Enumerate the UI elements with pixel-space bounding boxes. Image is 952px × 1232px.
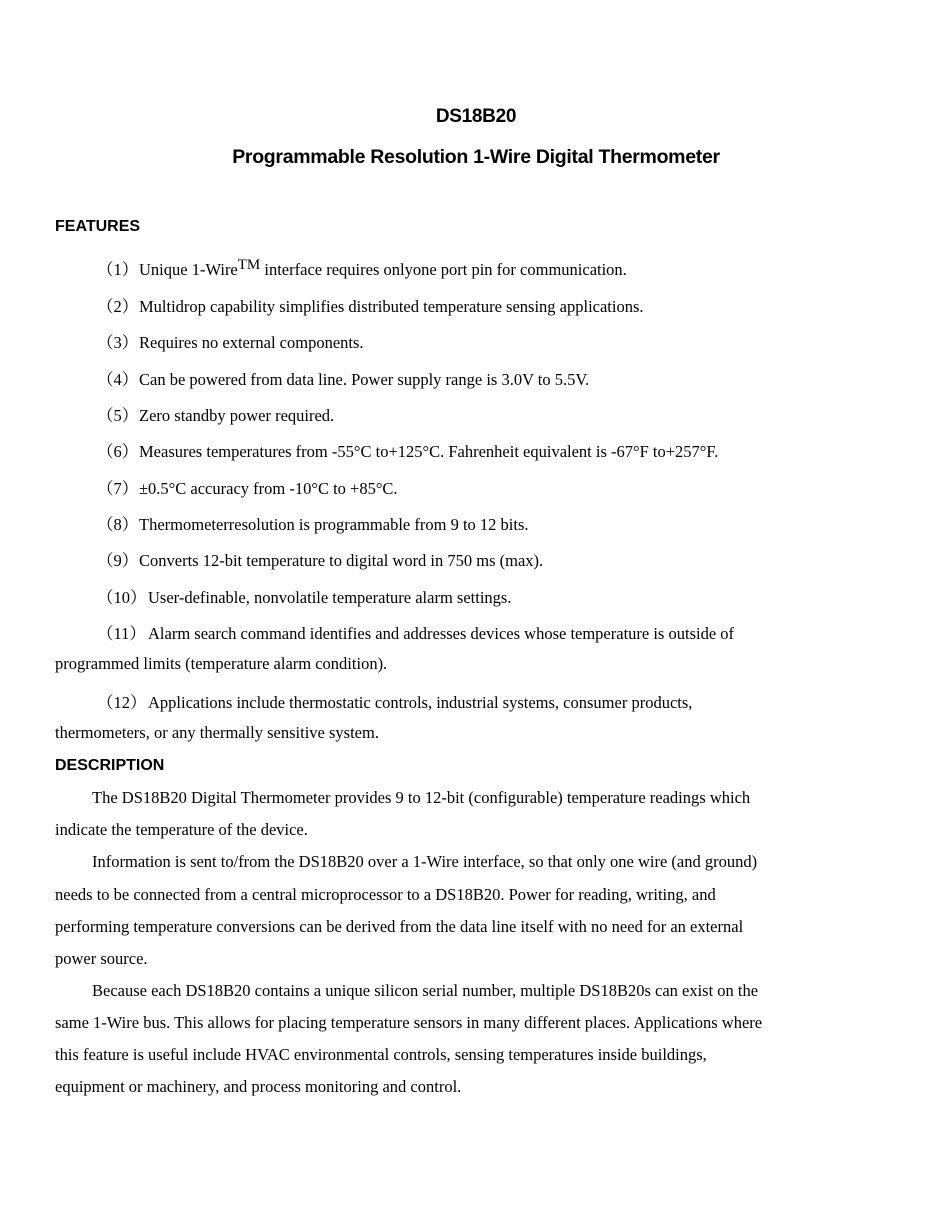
feature-number: （1） [97,260,139,279]
feature-continuation: thermometers, or any thermally sensitive system. [55,723,379,742]
feature-number: （5） [97,406,139,425]
feature-item [97,475,882,499]
description-line: indicate the temperature of the device. [55,820,308,839]
trademark-mark: TM [237,257,261,273]
part-number-title: DS18B20 [435,106,517,127]
feature-number: （3） [97,333,139,352]
description-line: needs to be connected from a central microprocessor to a DS18B20. Power for reading, writing, and [55,885,716,904]
feature-number: （8） [97,515,139,534]
feature-item [97,438,882,462]
feature-text: Can be powered from data line. Power supply range is 3.0V to 5.5V. [139,370,590,389]
description-line: performing temperature conversions can be derived from the data line itself with no need for an external [55,917,744,936]
description-line: Because each DS18B20 contains a unique silicon serial number, multiple DS18B20s can exist on the [92,981,759,1000]
description-line: Information is sent to/from the DS18B20 over a 1-Wire interface, so that only one wire (and ground) [92,852,758,871]
feature-item [97,402,882,426]
feature-item [97,584,882,608]
feature-number: （4） [97,370,139,389]
features-heading: FEATURES [55,218,141,235]
feature-item [97,293,882,317]
feature-item [97,366,882,390]
feature-text: Alarm search command identifies and addresses devices whose temperature is outside of [148,624,735,643]
feature-number: （12） [97,693,147,712]
feature-number: （9） [97,551,139,570]
description-line: same 1-Wire bus. This allows for placing temperature sensors in many different places. Applications where [55,1013,763,1032]
feature-number: （2） [97,297,139,316]
feature-text: Zero standby power required. [139,406,335,425]
feature-item [97,689,882,713]
feature-continuation: programmed limits (temperature alarm condition). [55,654,388,673]
feature-text: ±0.5°C accuracy from -10°C to +85°C. [139,479,398,498]
description-line: The DS18B20 Digital Thermometer provides 9 to 12-bit (configurable) temperature readings which [92,788,751,807]
feature-item [97,547,882,571]
feature-item [97,256,882,280]
feature-number: （6） [97,442,139,461]
description-heading: DESCRIPTION [55,757,165,774]
feature-text: Requires no external components. [139,333,364,352]
description-line: power source. [55,949,148,968]
feature-text: Unique 1-Wire [139,260,238,279]
document-subtitle: Programmable Resolution 1-Wire Digital Thermometer [232,146,720,168]
feature-text: interface requires onlyone port pin for communication. [260,260,627,279]
feature-text: Measures temperatures from -55°C to+125°C. Fahrenheit equivalent is -67°F to+257°F. [139,442,719,461]
feature-text: Applications include thermostatic controls, industrial systems, consumer products, [148,693,693,712]
feature-item [97,329,882,353]
feature-number: （10） [97,588,147,607]
feature-text: User-definable, nonvolatile temperature alarm settings. [148,588,512,607]
feature-item [97,511,882,535]
feature-text: Multidrop capability simplifies distributed temperature sensing applications. [139,297,644,316]
description-line: this feature is useful include HVAC environmental controls, sensing temperatures inside buildings, [55,1045,707,1064]
description-line: equipment or machinery, and process monitoring and control. [55,1077,462,1096]
feature-number: （11） [97,624,146,643]
feature-text: Converts 12-bit temperature to digital word in 750 ms (max). [139,551,544,570]
feature-item [97,620,882,644]
feature-number: （7） [97,479,139,498]
feature-text: Thermometerresolution is programmable from 9 to 12 bits. [139,515,529,534]
